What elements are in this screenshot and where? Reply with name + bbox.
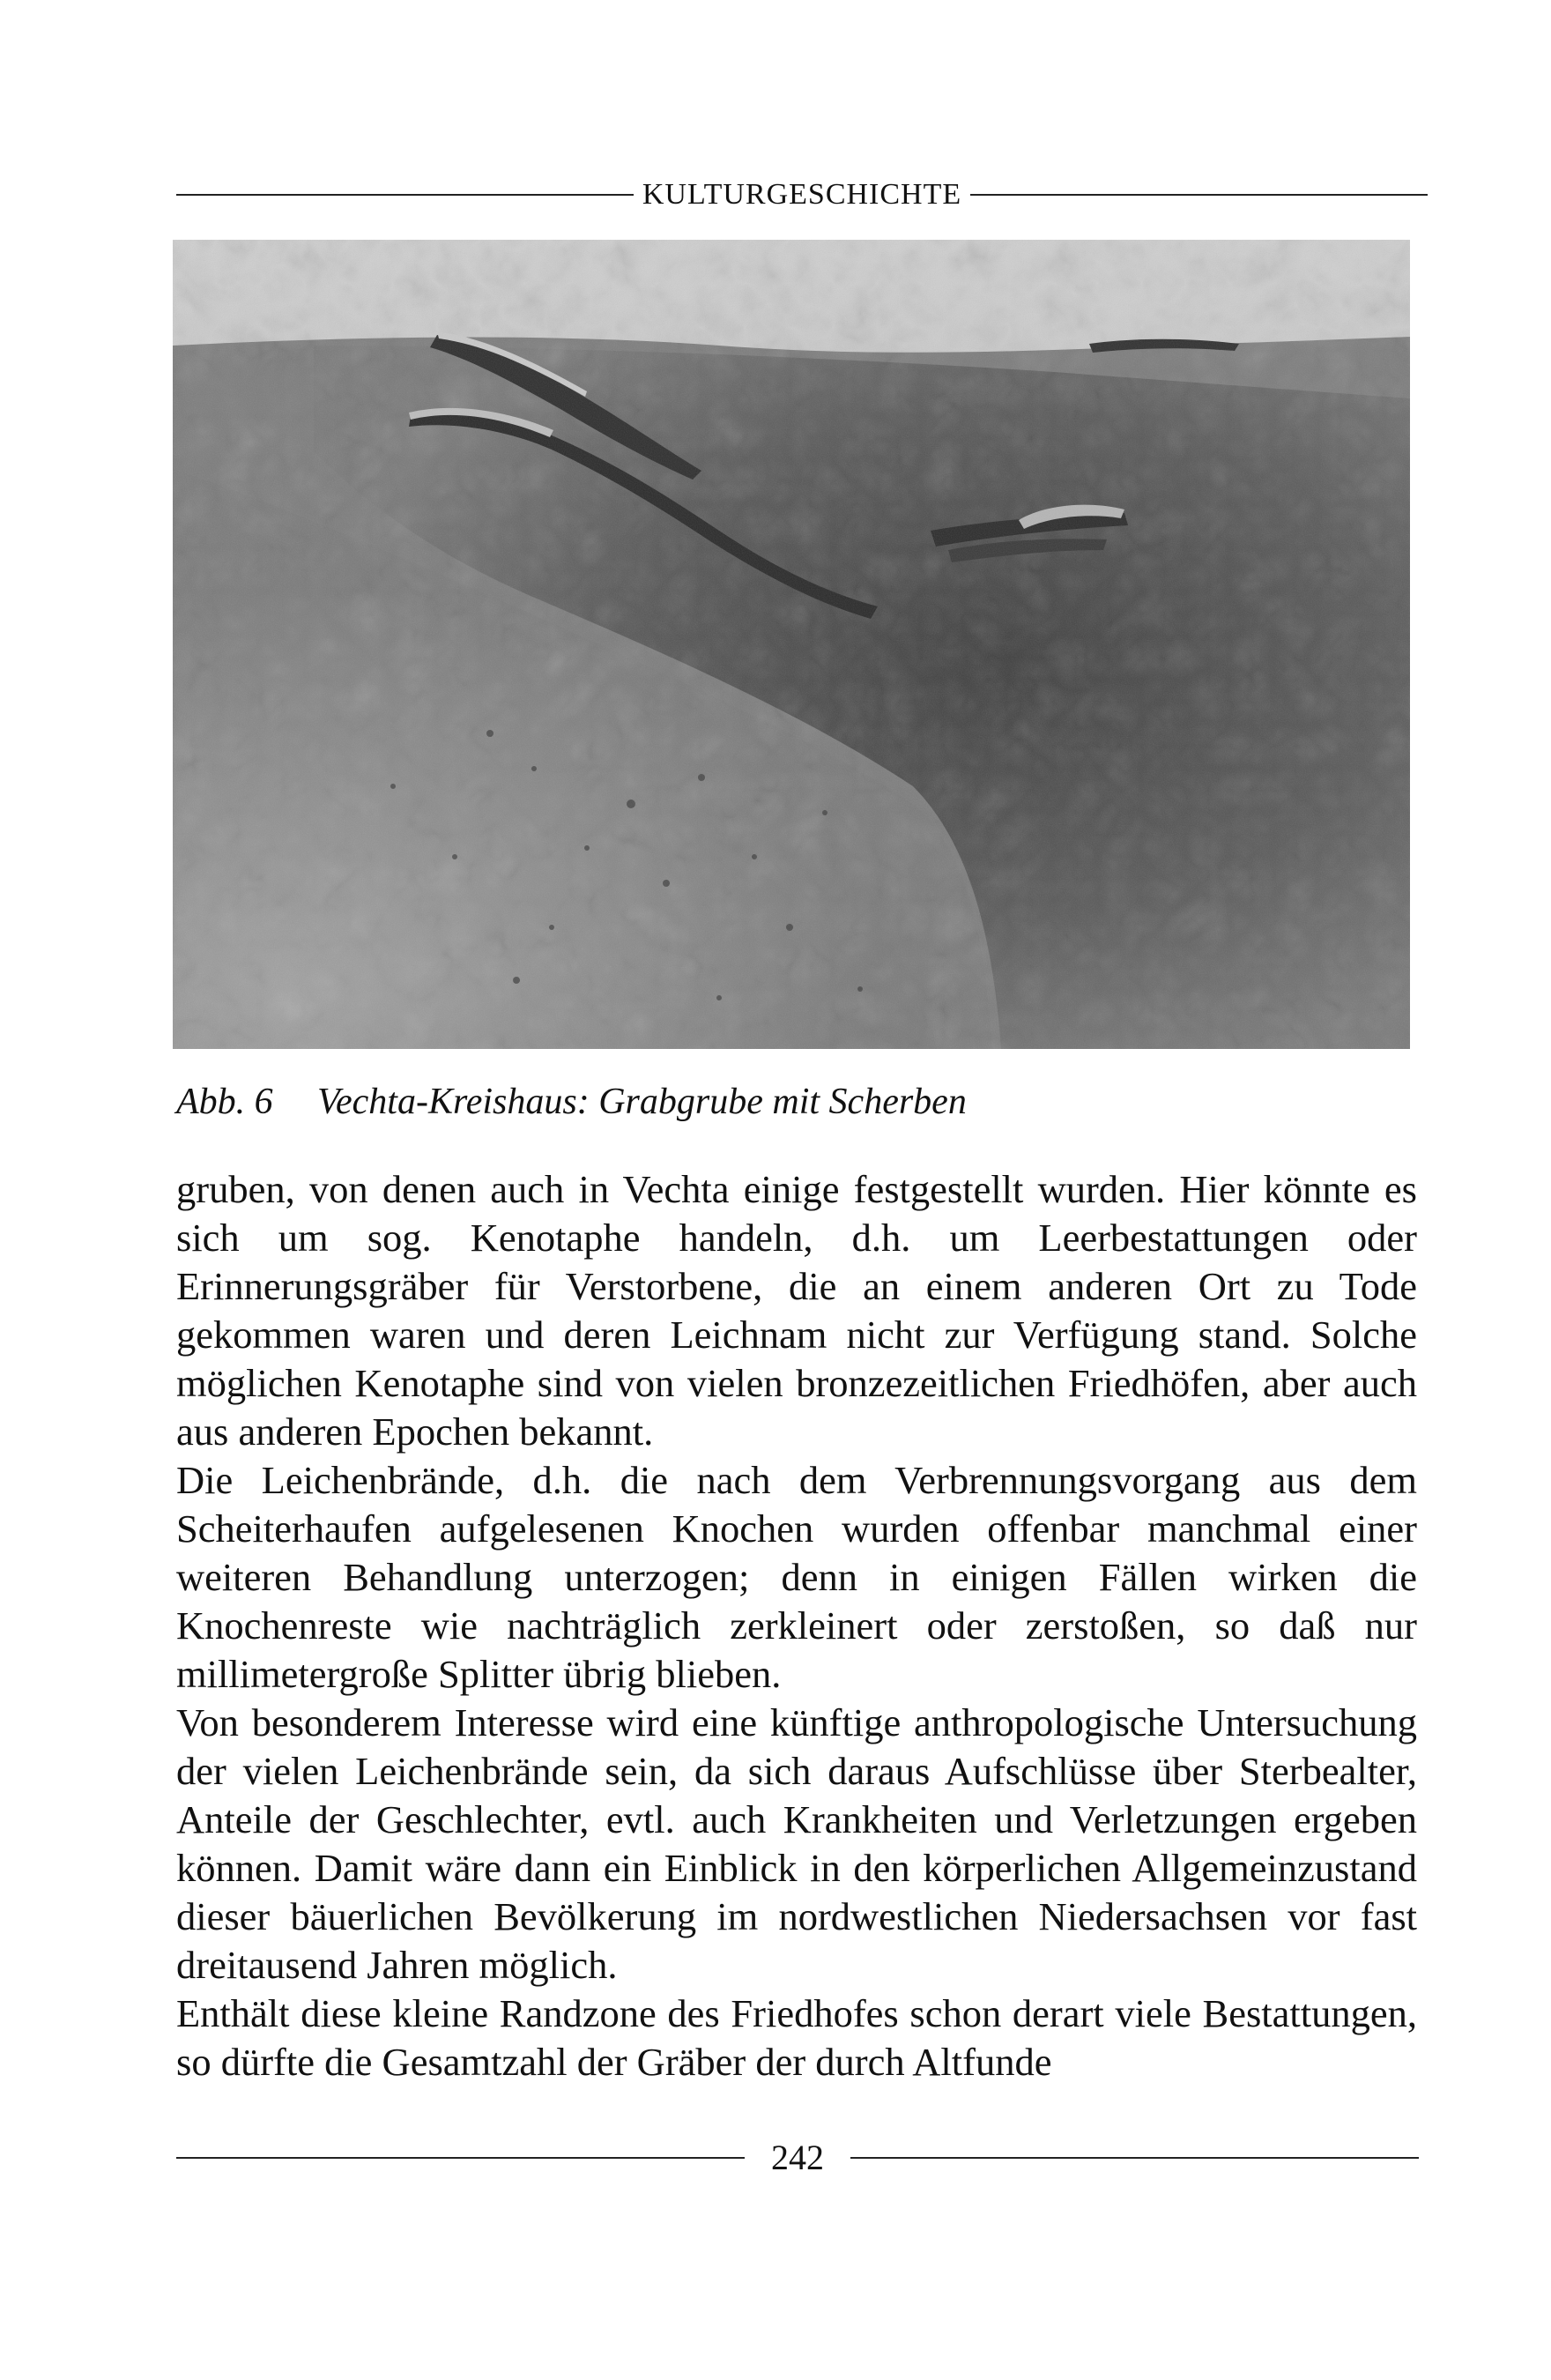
photo-illustration [173, 240, 1410, 1049]
body-text [176, 1165, 1417, 2086]
figure-photo-grave-pit [173, 240, 1410, 1049]
paragraph: Von besonderem Interesse wird eine künftige anthropologische Untersuchung der vielen Leichenbrände sein, da sich daraus Aufschlüsse über Sterbealter, Anteile der Geschlechter, evtl. auch Krankheiten und Verletzungen ergeben können. Damit wäre dann ein Einblick in den körperlichen Allgemeinzustand dieser bäuerlichen Bevölkerung im nordwestlichen Niedersachsen vor fast dreitausend Jahren möglich. [176, 1700, 1417, 1987]
page-number: 242 [771, 2138, 824, 2177]
figure-caption [176, 1077, 1428, 1127]
running-title: KULTURGESCHICHTE [642, 178, 962, 211]
paragraph: Die Leichenbrände, d.h. die nach dem Verbrennungsvorgang aus dem Scheiterhaufen aufgelesenen Knochen wurden offenbar manchmal einer weiteren Behandlung unterzogen; denn in einigen Fällen wirken die Knochenreste wie nachträglich zerkleinert oder zerstoßen, so daß nur millimetergroße Splitter übrig blieben. [176, 1458, 1417, 1696]
paragraph: Enthält diese kleine Randzone des Friedhofes schon derart viele Bestattungen, so dürfte die Gesamtzahl der Gräber der durch Altfunde [176, 1991, 1417, 2084]
header-rule-right [970, 194, 1428, 196]
header-rule-left [176, 194, 634, 196]
footer-rule-left [176, 2157, 745, 2159]
footer-rule-right [850, 2157, 1419, 2159]
page-footer [176, 2135, 1419, 2181]
paragraph: gruben, von denen auch in Vechta einige festgestellt wurden. Hier könnte es sich um sog. Kenotaphe handeln, d.h. um Leerbestattungen oder Erinnerungsgräber für Verstorbene, die an einem anderen Ort zu Tode gekommen waren und deren Leichnam nicht zur Verfügung stand. Solche möglichen Kenotaphe sind von vielen bronzezeitlichen Friedhöfen, aber auch aus anderen Epochen bekannt. [176, 1167, 1417, 1454]
figure-caption-text: Vechta-Kreishaus: Grabgrube mit Scherben [317, 1082, 967, 1122]
running-header [176, 173, 1428, 217]
figure-label: Abb. 6 [176, 1082, 273, 1122]
